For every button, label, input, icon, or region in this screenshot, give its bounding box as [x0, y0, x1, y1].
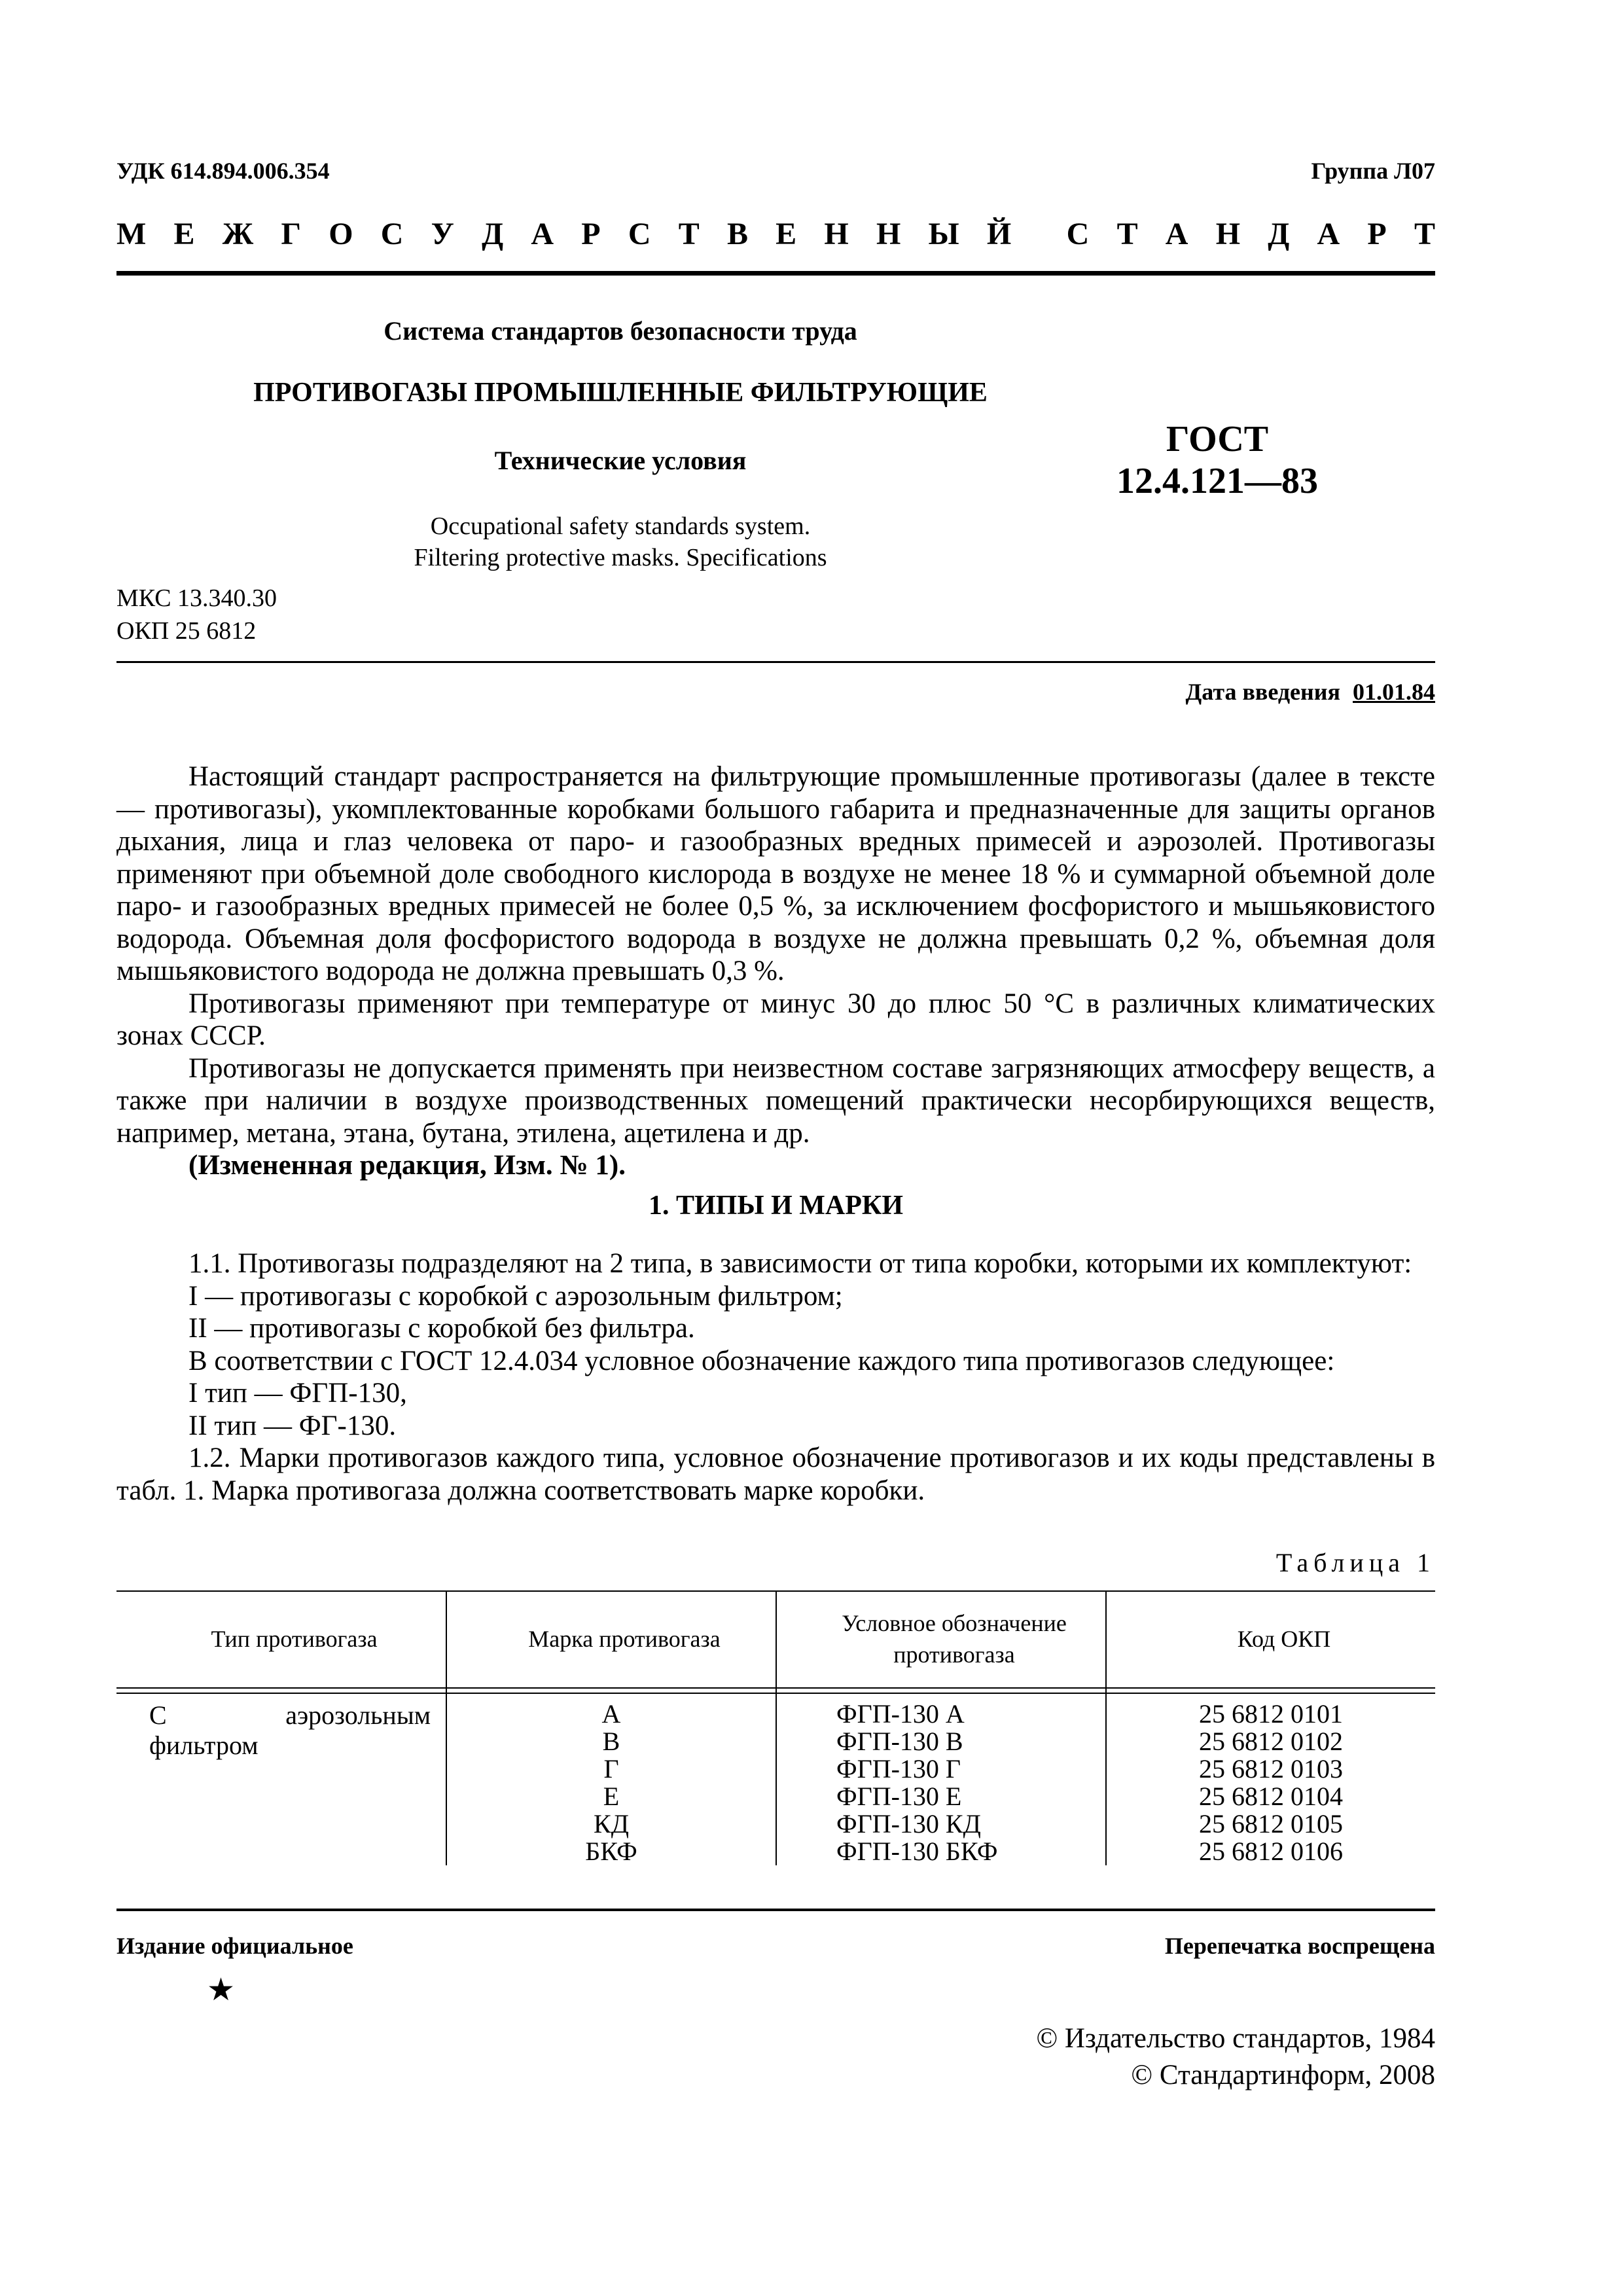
- table-cell-okp-code: 25 6812 0102: [1199, 1727, 1343, 1756]
- heading-letter: А: [1317, 217, 1340, 251]
- table-column-marks: [447, 1700, 776, 1865]
- heading-letter: Й: [986, 217, 1012, 251]
- table-column-codes: [1107, 1700, 1435, 1865]
- table-cell-mark: КД: [594, 1809, 629, 1839]
- table-header-mark: Марка противогаза: [528, 1626, 721, 1652]
- section-heading: 1. ТИПЫ И МАРКИ: [648, 1191, 903, 1221]
- table-header-designation: Условное обозначение противогаза: [842, 1610, 1067, 1668]
- okp-code: ОКП 25 6812: [116, 617, 257, 645]
- table-cell-mark: А: [601, 1699, 621, 1729]
- heading-letter: Н: [824, 217, 849, 251]
- table-column-designations: [836, 1700, 1098, 1865]
- heading-letter: У: [431, 217, 454, 251]
- table-cell-mark: В: [602, 1727, 620, 1756]
- document-title: ПРОТИВОГАЗЫ ПРОМЫШЛЕННЫЕ ФИЛЬТРУЮЩИЕ: [253, 378, 988, 408]
- heading-letter: Н: [876, 217, 901, 251]
- table-cell-type: С аэрозольным фильтром: [149, 1700, 431, 1760]
- heading-letter: Ы: [928, 217, 959, 251]
- table-cell-designation: ФГП-130 КД: [836, 1809, 981, 1839]
- interstate-standard-heading: [116, 216, 1435, 253]
- gost-label: ГОСТ: [1166, 419, 1269, 459]
- amendment-note: (Измененная редакция, Изм. № 1).: [188, 1150, 626, 1181]
- table-header-type: Тип противогаза: [211, 1626, 378, 1652]
- table-cell-mark: БКФ: [585, 1837, 637, 1866]
- heading-letter: Т: [678, 217, 700, 251]
- heading-letter: А: [1165, 217, 1188, 251]
- document-subtitle: Технические условия: [494, 446, 747, 475]
- designation-intro: В соответствии с ГОСТ 12.4.034 условное обозначение каждого типа противогазов следующее:: [188, 1345, 1335, 1376]
- table-header-okp: Код ОКП: [1237, 1626, 1331, 1652]
- heading-letter: Н: [1215, 217, 1241, 251]
- section-1-text: [116, 1247, 1435, 1507]
- heading-letter: Т: [1116, 217, 1138, 251]
- type-1-code: I тип — ФГП-130,: [188, 1378, 407, 1408]
- heading-letter: Г: [281, 217, 301, 251]
- mks-code: МКС 13.340.30: [116, 584, 277, 612]
- english-title-line2: Filtering protective masks. Specifications: [414, 544, 827, 571]
- table-cell-okp-code: 25 6812 0101: [1199, 1699, 1343, 1729]
- heading-letter: Т: [1414, 217, 1435, 251]
- clause-1-1: 1.1. Противогазы подразделяют на 2 типа, в зависимости от типа коробки, которыми их комплектуют:: [188, 1248, 1412, 1279]
- table-cell-designation: ФГП-130 БКФ: [836, 1837, 998, 1866]
- heading-letter: М: [116, 217, 147, 251]
- table-cell-designation: ФГП-130 Г: [836, 1754, 961, 1784]
- official-edition: Издание официальное: [116, 1933, 353, 1959]
- heading-letter: О: [329, 217, 353, 251]
- table-cell-okp-code: 25 6812 0105: [1199, 1809, 1343, 1839]
- title-block-rule: [116, 661, 1435, 663]
- table-cell-designation: ФГП-130 В: [836, 1727, 963, 1756]
- udk-code: УДК 614.894.006.354: [116, 158, 330, 184]
- table-cell-mark: Е: [603, 1782, 620, 1811]
- table-cell-okp-code: 25 6812 0106: [1199, 1837, 1343, 1866]
- heading-letter: Д: [1268, 217, 1290, 251]
- heading-letter: В: [726, 217, 748, 251]
- header-rule: [116, 271, 1435, 276]
- star-icon: ★: [207, 1973, 236, 2007]
- heading-letter: А: [531, 217, 554, 251]
- table-cell-okp-code: 25 6812 0104: [1199, 1782, 1343, 1811]
- type-1-item: I — противогазы с коробкой с аэрозольным фильтром;: [188, 1280, 843, 1312]
- intro-date-label: Дата введения: [1185, 679, 1340, 705]
- intro-text: [116, 761, 1435, 1182]
- standards-system-line: Система стандартов безопасности труда: [383, 316, 857, 346]
- heading-letter: С: [628, 217, 651, 251]
- intro-paragraph: Противогазы не допускается применять при неизвестном составе загрязняющих атмосферу веществ, а также при наличии в воздухе производственных помещений практически несорбирующихся веществ, например, метана, этана, бутана, этилена, ацетилена и др.: [116, 1052, 1435, 1149]
- intro-date-value: 01.01.84: [1353, 679, 1435, 705]
- heading-letter: Е: [776, 217, 797, 251]
- english-title-line1: Occupational safety standards system.: [430, 512, 811, 540]
- table-cell-okp-code: 25 6812 0103: [1199, 1754, 1343, 1784]
- table-cell-mark: Г: [603, 1754, 619, 1784]
- type-2-item: II — противогазы с коробкой без фильтра.: [188, 1313, 695, 1344]
- table-caption: Таблица 1: [1275, 1548, 1435, 1577]
- footer-rule: [116, 1909, 1435, 1911]
- heading-letter: С: [380, 217, 404, 251]
- table-1: [116, 1590, 1435, 1865]
- heading-letter: С: [1066, 217, 1090, 251]
- intro-paragraph: Противогазы применяют при температуре от минус 30 до плюс 50 °С в различных климатических зонах СССР.: [116, 988, 1435, 1051]
- copyright-1984: © Издательство стандартов, 1984: [1036, 2023, 1435, 2054]
- heading-letter: Ж: [222, 217, 254, 251]
- intro-date: [1186, 678, 1436, 706]
- type-2-code: II тип — ФГ-130.: [188, 1410, 397, 1441]
- table-cell-designation: ФГП-130 А: [836, 1699, 965, 1729]
- clause-1-2: 1.2. Марки противогазов каждого типа, условное обозначение противогазов и их коды представлены в табл. 1. Марка противогаза должна соответствовать марке коробки.: [116, 1443, 1435, 1506]
- heading-letter: Д: [482, 217, 504, 251]
- heading-letter: Р: [1367, 217, 1387, 251]
- intro-paragraph: Настоящий стандарт распространяется на фильтрующие промышленные противогазы (далее в тексте — противогазы), укомплектованные коробками большого габарита и предназначенные для защиты органов дыхания, лица и глаз человека от паро- и газообразных вредных примесей и аэрозолей. Противогазы применяют при объемной доле свободного кислорода в воздухе не менее 18 % и суммарной объемной доле паро- и газообразных вредных примесей не более 0,5 %, за исключением фосфористого и мышьяковистого водорода. Объемная доля фосфористого водорода в воздухе не должна превышать 0,2 %, объемная доля мышьяковистого водорода не должна превышать 0,3 %.: [116, 761, 1435, 986]
- gost-number: 12.4.121—83: [1116, 461, 1318, 501]
- reprint-prohibited: Перепечатка воспрещена: [1164, 1933, 1435, 1959]
- group-code: Группа Л07: [1311, 158, 1435, 184]
- heading-letter: Е: [173, 217, 195, 251]
- table-cell-designation: ФГП-130 Е: [836, 1782, 962, 1811]
- heading-letter: Р: [581, 217, 601, 251]
- copyright-2008: © Стандартинформ, 2008: [1131, 2060, 1435, 2090]
